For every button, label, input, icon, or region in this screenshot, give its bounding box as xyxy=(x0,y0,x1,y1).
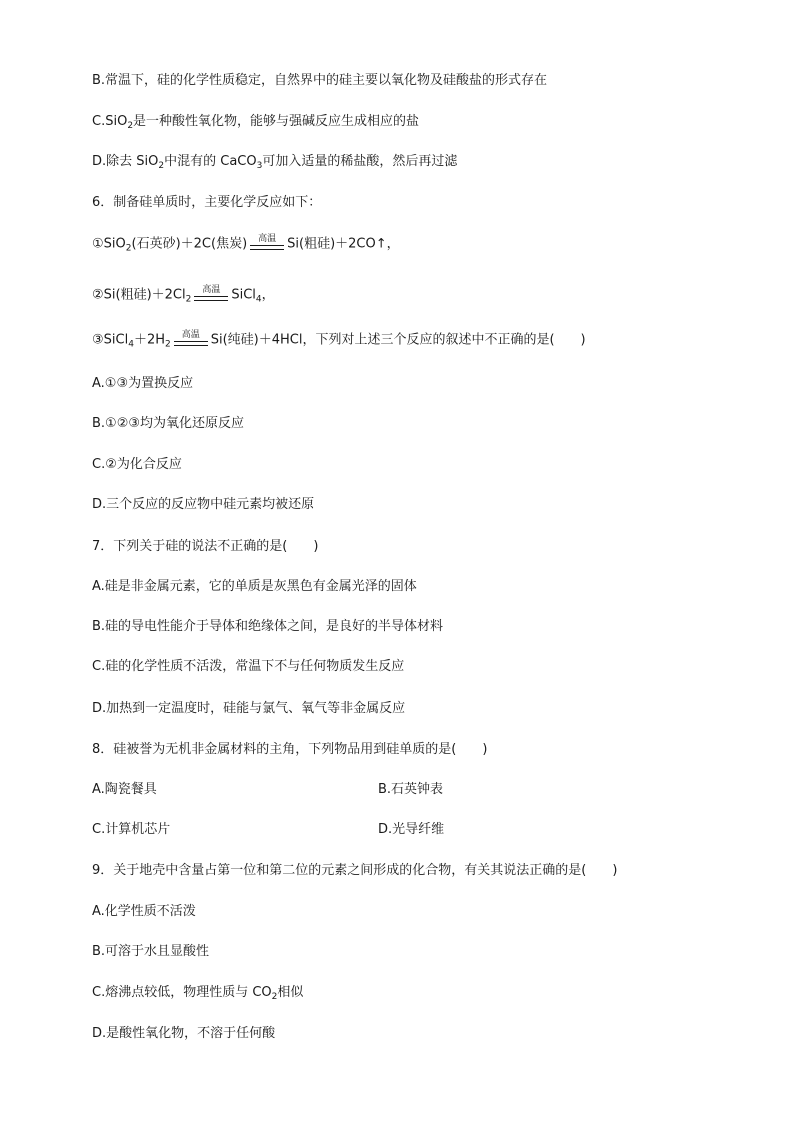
q6-reaction-1: ①SiO$_2$(石英砂)＋2C(焦炭) 高温 Si(粗硅)＋2CO↑， xyxy=(92,234,400,254)
q8-option-c: C.计算机芯片 xyxy=(92,822,171,837)
q6-reaction-3: $③SiCl_4+2H_2$ 高温 Si(纯硅)＋4HCl，下列对上述三个反应的叙述中不正确的是( ) xyxy=(92,330,586,350)
q6-stem: 6．制备硅单质时，主要化学反应如下： xyxy=(92,195,322,210)
q7-option-d: D.加热到一定温度时，硅能与氯气、氧气等非金属反应 xyxy=(92,701,406,716)
q6-option-c: C.②为化合反应 xyxy=(92,457,182,472)
q6-reaction-2: ②Si(粗硅)$+2Cl_2$ 高温 SiCl$_4$， xyxy=(92,285,275,305)
q9-option-d: D.是酸性氧化物，不溶于任何酸 xyxy=(92,1026,276,1041)
q8-option-a: A.陶瓷餐具 xyxy=(92,782,157,797)
q8-stem: 8．硅被誉为无机非金属材料的主角，下列物品用到硅单质的是( ) xyxy=(92,742,488,757)
reaction-condition-arrow: 高温 xyxy=(174,330,208,350)
reaction-condition-arrow: 高温 xyxy=(250,234,284,254)
q8-option-d: D.光导纤维 xyxy=(378,822,445,837)
q9-option-c: C.熔沸点较低，物理性质与 $CO_2$相似 xyxy=(92,985,304,1002)
q7-option-b: B.硅的导电性能介于导体和绝缘体之间，是良好的半导体材料 xyxy=(92,619,444,634)
q7-option-a: A.硅是非金属元素，它的单质是灰黑色有金属光泽的固体 xyxy=(92,579,417,594)
q9-option-b: B.可溶于水且显酸性 xyxy=(92,944,210,959)
q7-option-c: C.硅的化学性质不活泼，常温下不与任何物质发生反应 xyxy=(92,659,405,674)
q6-option-a: A.①③为置换反应 xyxy=(92,376,194,391)
q5-option-b: B.常温下，硅的化学性质稳定，自然界中的硅主要以氧化物及硅酸盐的形式存在 xyxy=(92,73,548,88)
q6-option-b: B.①②③均为氧化还原反应 xyxy=(92,416,245,431)
reaction-condition-arrow: 高温 xyxy=(194,285,228,305)
q6-option-d: D.三个反应的反应物中硅元素均被还原 xyxy=(92,497,315,512)
q9-option-a: A.化学性质不活泼 xyxy=(92,904,196,919)
q7-stem: 7．下列关于硅的说法不正确的是( ) xyxy=(92,539,319,554)
q8-option-b: B.石英钟表 xyxy=(378,782,444,797)
q9-stem: 9．关于地壳中含量占第一位和第二位的元素之间形成的化合物，有关其说法正确的是( ) xyxy=(92,863,618,878)
q5-option-c: C.SiO$_2$是一种酸性氧化物，能够与强碱反应生成相应的盐 xyxy=(92,114,420,131)
q5-option-d: D.除去 SiO$_2$中混有的 CaCO$_3$可加入适量的稀盐酸，然后再过滤 xyxy=(92,154,458,171)
